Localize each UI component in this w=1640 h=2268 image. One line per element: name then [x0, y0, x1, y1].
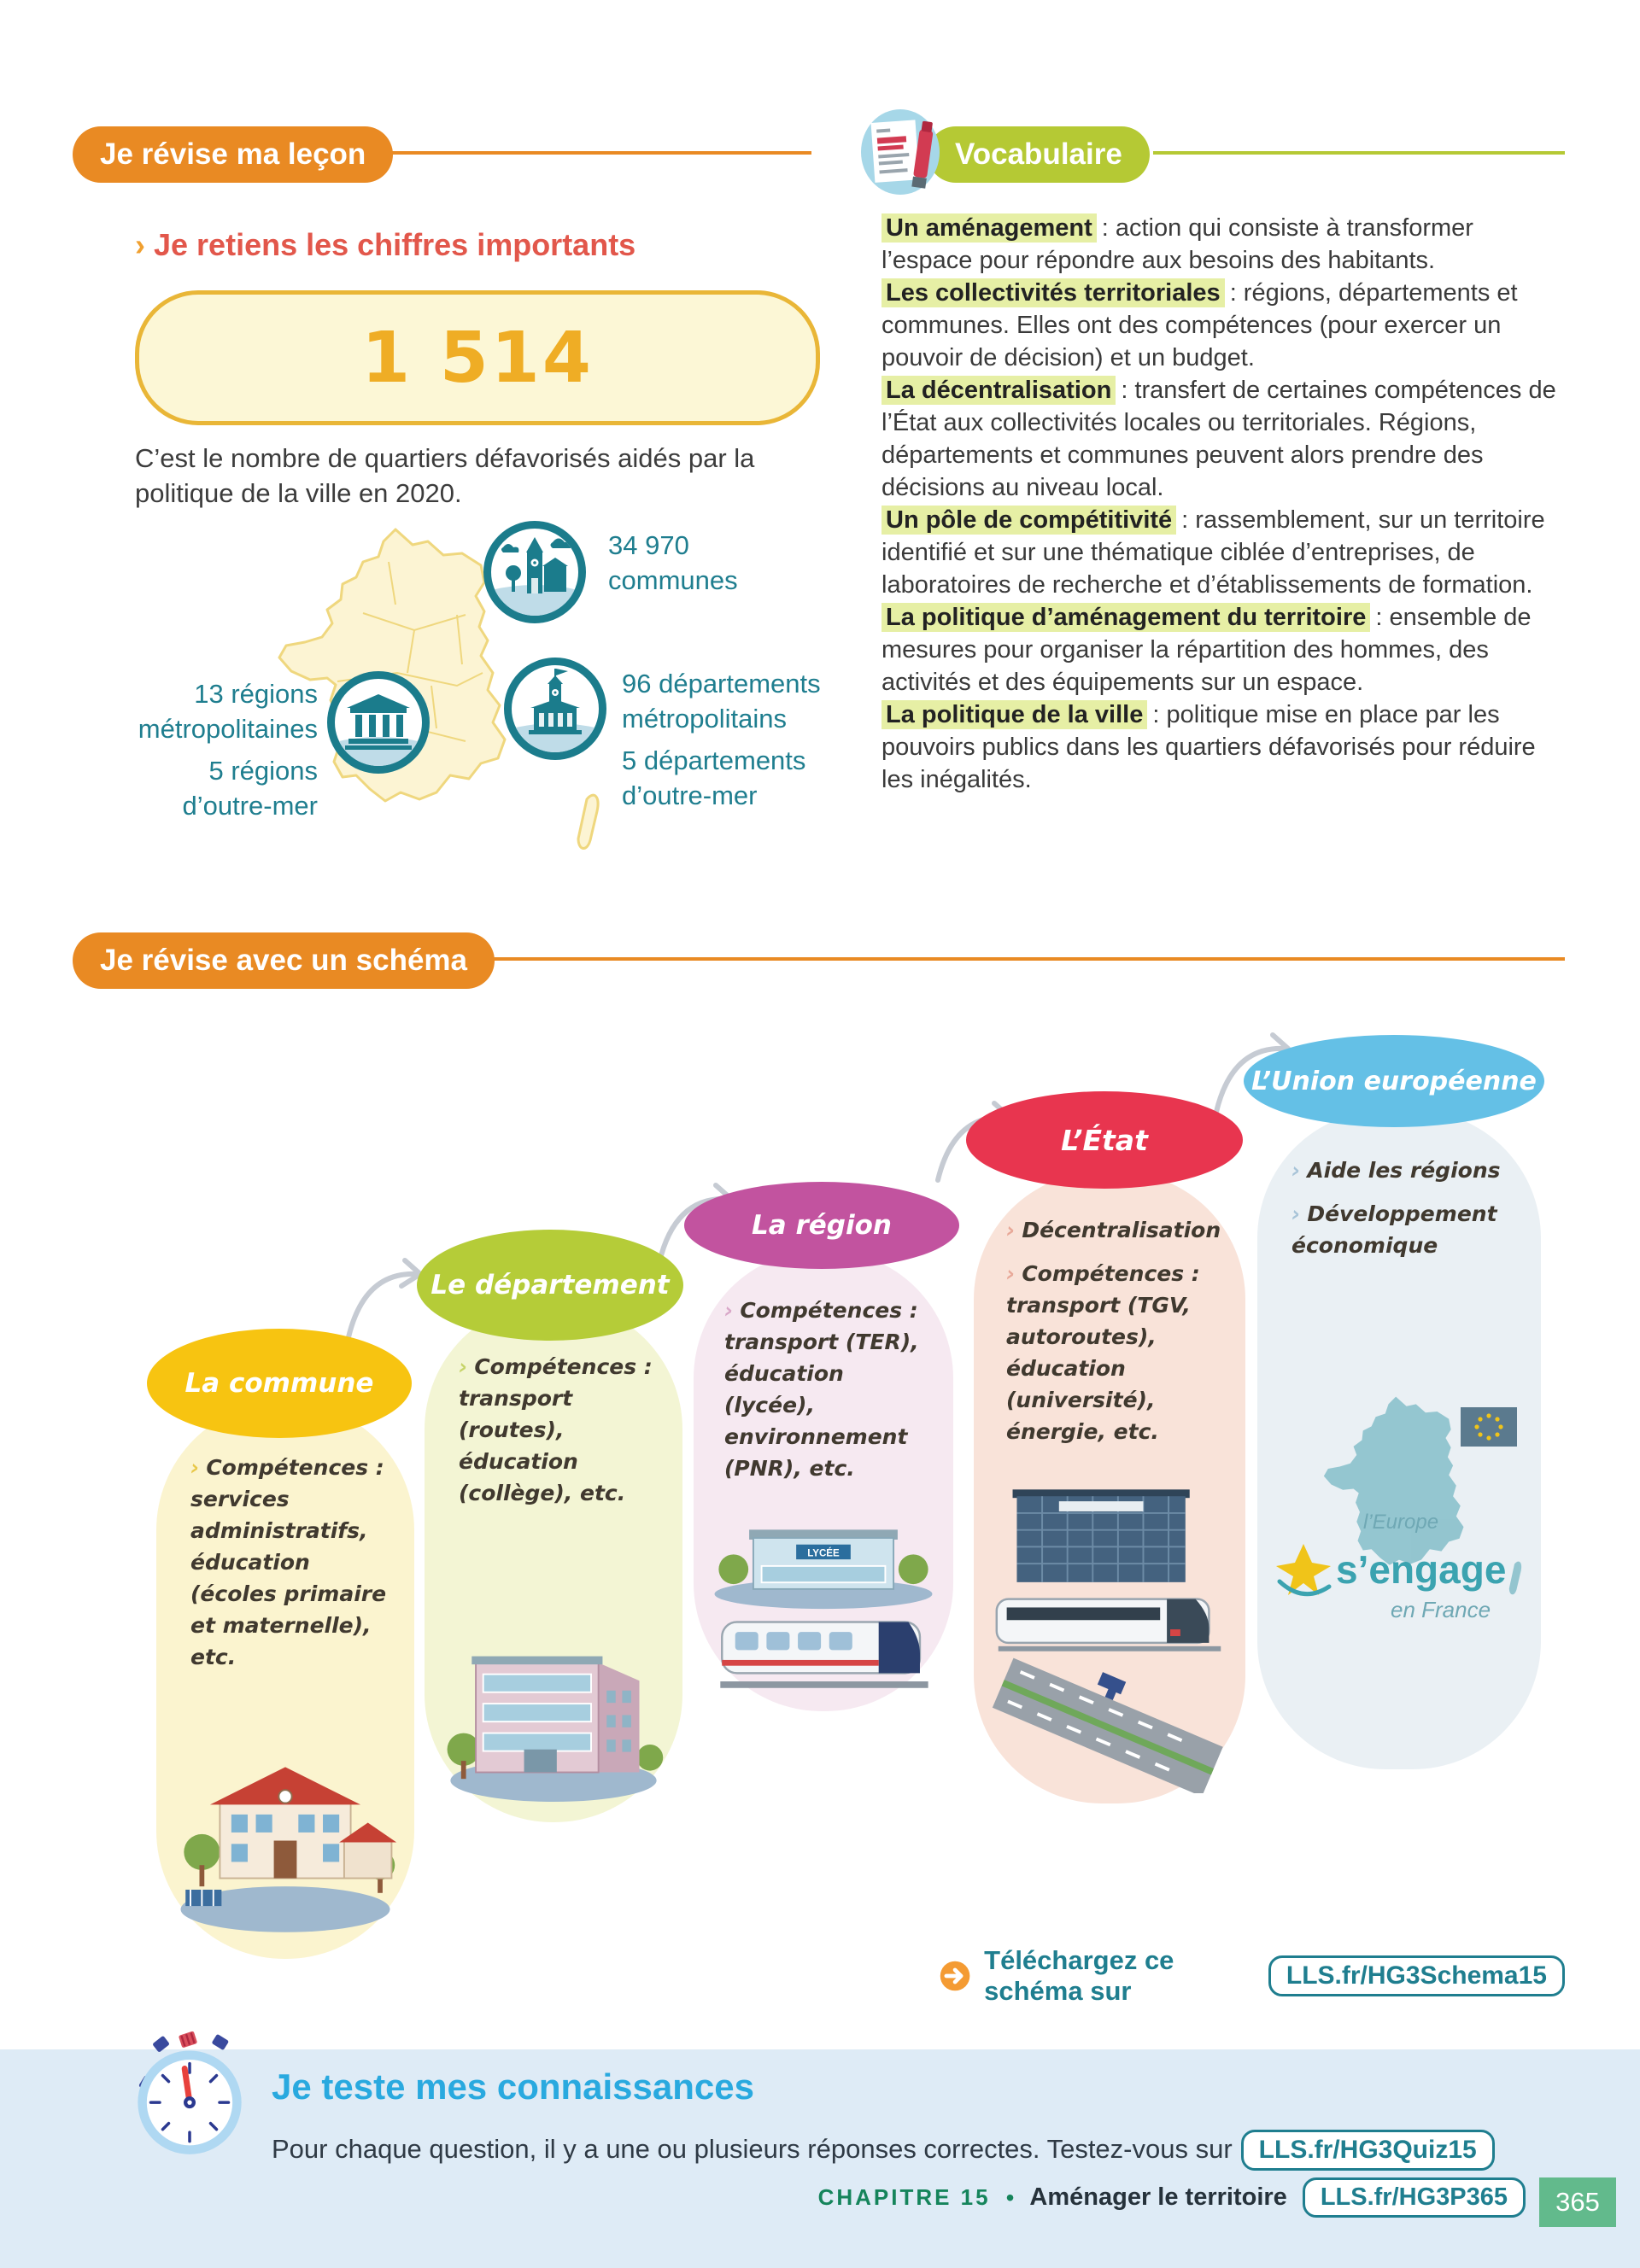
- communes-label: 34 970 communes: [608, 530, 738, 595]
- town-hall-icon: [512, 665, 599, 752]
- eu-logo-line3: en France: [1391, 1597, 1491, 1622]
- commune-panel: [156, 1402, 414, 1959]
- departements-label: 96 départements métropolitains 5 départements d’outre-mer: [622, 669, 821, 810]
- village-icon: [491, 529, 578, 616]
- college-illustration: [439, 1601, 668, 1810]
- quiz-heading: Je teste mes connaissances: [272, 2066, 754, 2107]
- lesson-badge-rule: [389, 151, 811, 155]
- etat-competences: › Décentralisation › Compétences : transport (TGV, autoroutes), éducation (université), énergie, etc.: [1006, 1218, 1221, 1444]
- region-competences: › Compétences : transport (TER), éducation (lycée), environnement (PNR), etc.: [724, 1298, 919, 1481]
- etat-panel: [974, 1172, 1245, 1803]
- regions-label: 13 régions métropolitaines 5 régions d’outre-mer: [138, 679, 318, 821]
- universite-tgv-autoroute-illustration: [983, 1479, 1236, 1793]
- vocabulary-badge-label: Vocabulaire: [955, 137, 1122, 171]
- lycee-ter-illustration: [704, 1520, 943, 1701]
- regional-building-icon: [335, 679, 422, 766]
- commune-competences: › Compétences : services administratifs, éducation (écoles primaire et maternelle), etc.: [190, 1455, 387, 1669]
- vocabulary-list: [882, 212, 1565, 796]
- chapter-number: CHAPITRE 15: [817, 2184, 991, 2210]
- map-corsica: [578, 795, 598, 848]
- schema-rule: [491, 957, 1565, 961]
- page-number-badge: 365: [1539, 2177, 1616, 2227]
- schema-badge-label: Je révise avec un schéma: [100, 944, 468, 977]
- schema-badge: [73, 932, 495, 989]
- key-figure-number: 1 514: [361, 317, 594, 399]
- eu-logo-line1: l’Europe: [1363, 1511, 1439, 1534]
- departements-circle: [504, 658, 606, 760]
- key-figure-box: [135, 290, 820, 425]
- vocabulary-rule: [1153, 151, 1565, 155]
- eu-logo-line2: s’engage: [1336, 1547, 1507, 1592]
- commune-oval: La commune: [147, 1329, 412, 1438]
- vocab-entry: Un aménagement : action qui consiste à transformer l’espace pour répondre aux besoins des habitants.: [882, 214, 1473, 274]
- quiz-text: Pour chaque question, il y a une ou plusieurs réponses correctes. Testez-vous sur LLS.fr/HG3Quiz15: [272, 2130, 1495, 2171]
- vocab-entry: La décentralisation : transfert de certaines compétences de l’État aux collectivités locales ou territoriales. Régions, départements et communes peuvent alors prendre des décisions au niveau local.: [882, 377, 1556, 501]
- union-europeenne-oval: L’Union européenne: [1244, 1035, 1544, 1127]
- communes-circle: [483, 521, 586, 623]
- figures-heading-label: Je retiens les chiffres importants: [154, 227, 636, 262]
- departement-panel: [425, 1301, 682, 1822]
- union-europeenne-panel: [1257, 1110, 1541, 1769]
- figures-heading: [135, 227, 636, 263]
- lesson-badge: [73, 126, 393, 183]
- vocab-entry: La politique de la ville : politique mise en place par les pouvoirs publics dans les quartiers défavorisés pour réduire les inégalités.: [882, 701, 1536, 793]
- vocab-entry: Les collectivités territoriales : régions, départements et communes. Elles ont des compétences (pour exercer un pouvoir de décision) et un budget.: [882, 279, 1518, 371]
- region-panel: [694, 1250, 953, 1711]
- notebook-marker-icon: [859, 108, 945, 196]
- regions-circle: [327, 671, 430, 774]
- footer: [0, 2177, 1526, 2218]
- departement-competences: › Compétences : transport (routes), éducation (collège), etc.: [459, 1354, 653, 1505]
- footer-separator: •: [1005, 2183, 1015, 2211]
- star-icon: [1276, 1544, 1331, 1595]
- download-link[interactable]: LLS.fr/HG3Schema15: [1268, 1955, 1565, 1996]
- etat-oval: L’État: [966, 1091, 1243, 1189]
- region-oval: La région: [684, 1182, 959, 1269]
- quiz-link[interactable]: LLS.fr/HG3Quiz15: [1241, 2130, 1495, 2171]
- vocabulary-badge: [928, 126, 1150, 183]
- key-figure-caption: C’est le nombre de quartiers défavorisés aidés par la politique de la ville en 2020.: [135, 443, 755, 508]
- download-row: [940, 1945, 1565, 2007]
- page-link[interactable]: LLS.fr/HG3P365: [1303, 2177, 1526, 2218]
- ue-competences: › Aide les régions › Développement économique: [1292, 1158, 1501, 1258]
- departement-oval: Le département: [417, 1230, 683, 1341]
- chevron-icon: ›: [135, 227, 145, 262]
- vocab-entry: La politique d’aménagement du territoire : ensemble de mesures pour organiser la répartition des hommes, des activités et des équipements sur un espace.: [882, 604, 1532, 696]
- europe-sengage-logo: [1262, 1351, 1536, 1752]
- school-illustration: [171, 1716, 400, 1947]
- vocab-entry: Un pôle de compétitivité : rassemblement, sur un territoire identifié et sur une thématique ciblée d’entreprises, de laboratoires de recherche et d’établissements de formation.: [882, 506, 1545, 599]
- chapter-title: Aménager le territoire: [1029, 2183, 1287, 2211]
- download-arrow-icon: [940, 1956, 970, 1996]
- lesson-badge-label: Je révise ma leçon: [100, 137, 366, 171]
- lycee-sign: LYCÉE: [807, 1548, 840, 1559]
- download-label: Téléchargez ce schéma sur: [984, 1945, 1174, 2006]
- stopwatch-icon: [130, 2031, 249, 2160]
